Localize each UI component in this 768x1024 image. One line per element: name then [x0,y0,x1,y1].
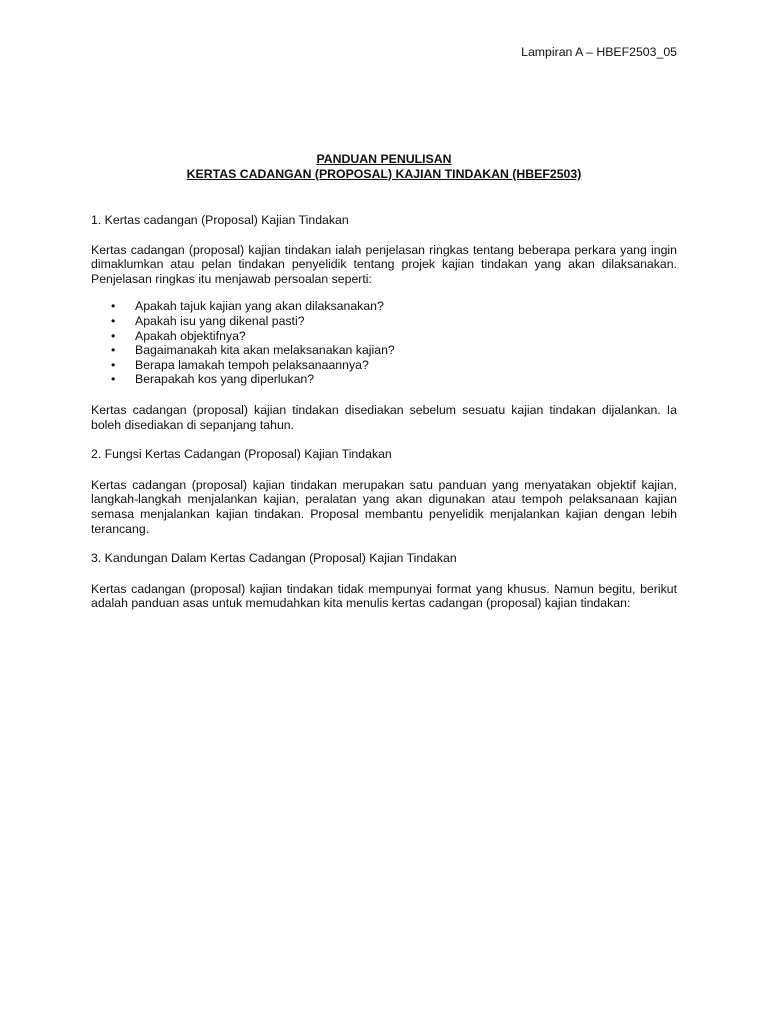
section-3-heading: 3. Kandungan Dalam Kertas Cadangan (Proposal) Kajian Tindakan [91,551,457,566]
section-3-paragraph-1: Kertas cadangan (proposal) kajian tindakan tidak mempunyai format yang khusus. Namun begitu, berikut adalah panduan asas untuk memudahkan kita menulis kertas cadangan (proposal) kajian tindakan: [91,581,677,611]
document-title [91,152,677,181]
section-1-paragraph-2: Kertas cadangan (proposal) kajian tindakan disediakan sebelum sesuatu kajian tindakan dijalankan. Ia boleh disediakan di sepanjang tahun. [91,402,677,432]
document-body [91,213,677,611]
question-list [91,299,677,387]
title-line-2: KERTAS CADANGAN (PROPOSAL) KAJIAN TINDAKAN (HBEF2503) [186,166,582,181]
section-1-heading: 1. Kertas cadangan (Proposal) Kajian Tindakan [91,213,349,227]
title-line-1: PANDUAN PENULISAN [316,152,452,166]
section-2-paragraph-1: Kertas cadangan (proposal) kajian tindakan merupakan satu panduan yang menyatakan objektif kajian, langkah-langkah menjalankan kajian, peralatan yang akan digunakan atau tempoh pelaksanaan kajian semasa menjalankan kajian tindakan. Proposal membantu penyelidik menjalankan kajian dengan lebih terancang. [91,477,677,536]
list-item: • Berapa lamakah tempoh pelaksanaannya? [111,357,369,372]
list-item: • Apakah objektifnya? [111,328,246,343]
list-item: • Berapakah kos yang diperlukan? [111,372,315,387]
section-2-heading: 2. Fungsi Kertas Cadangan (Proposal) Kajian Tindakan [91,447,392,462]
list-item: • Apakah tajuk kajian yang akan dilaksanakan? [111,299,384,314]
list-item: • Apakah isu yang dikenal pasti? [111,313,305,328]
section-1-paragraph-1: Kertas cadangan (proposal) kajian tindakan ialah penjelasan ringkas tentang beberapa perkara yang ingin dimaklumkan atau pelan tindakan penyelidik tentang projek kajian tindakan yang akan dilaksanakan. Penjelasan ringkas itu menjawab persoalan seperti: [91,242,677,286]
list-item: • Bagaimanakah kita akan melaksanakan kajian? [111,343,395,358]
document-reference: Lampiran A – HBEF2503_05 [521,45,677,59]
